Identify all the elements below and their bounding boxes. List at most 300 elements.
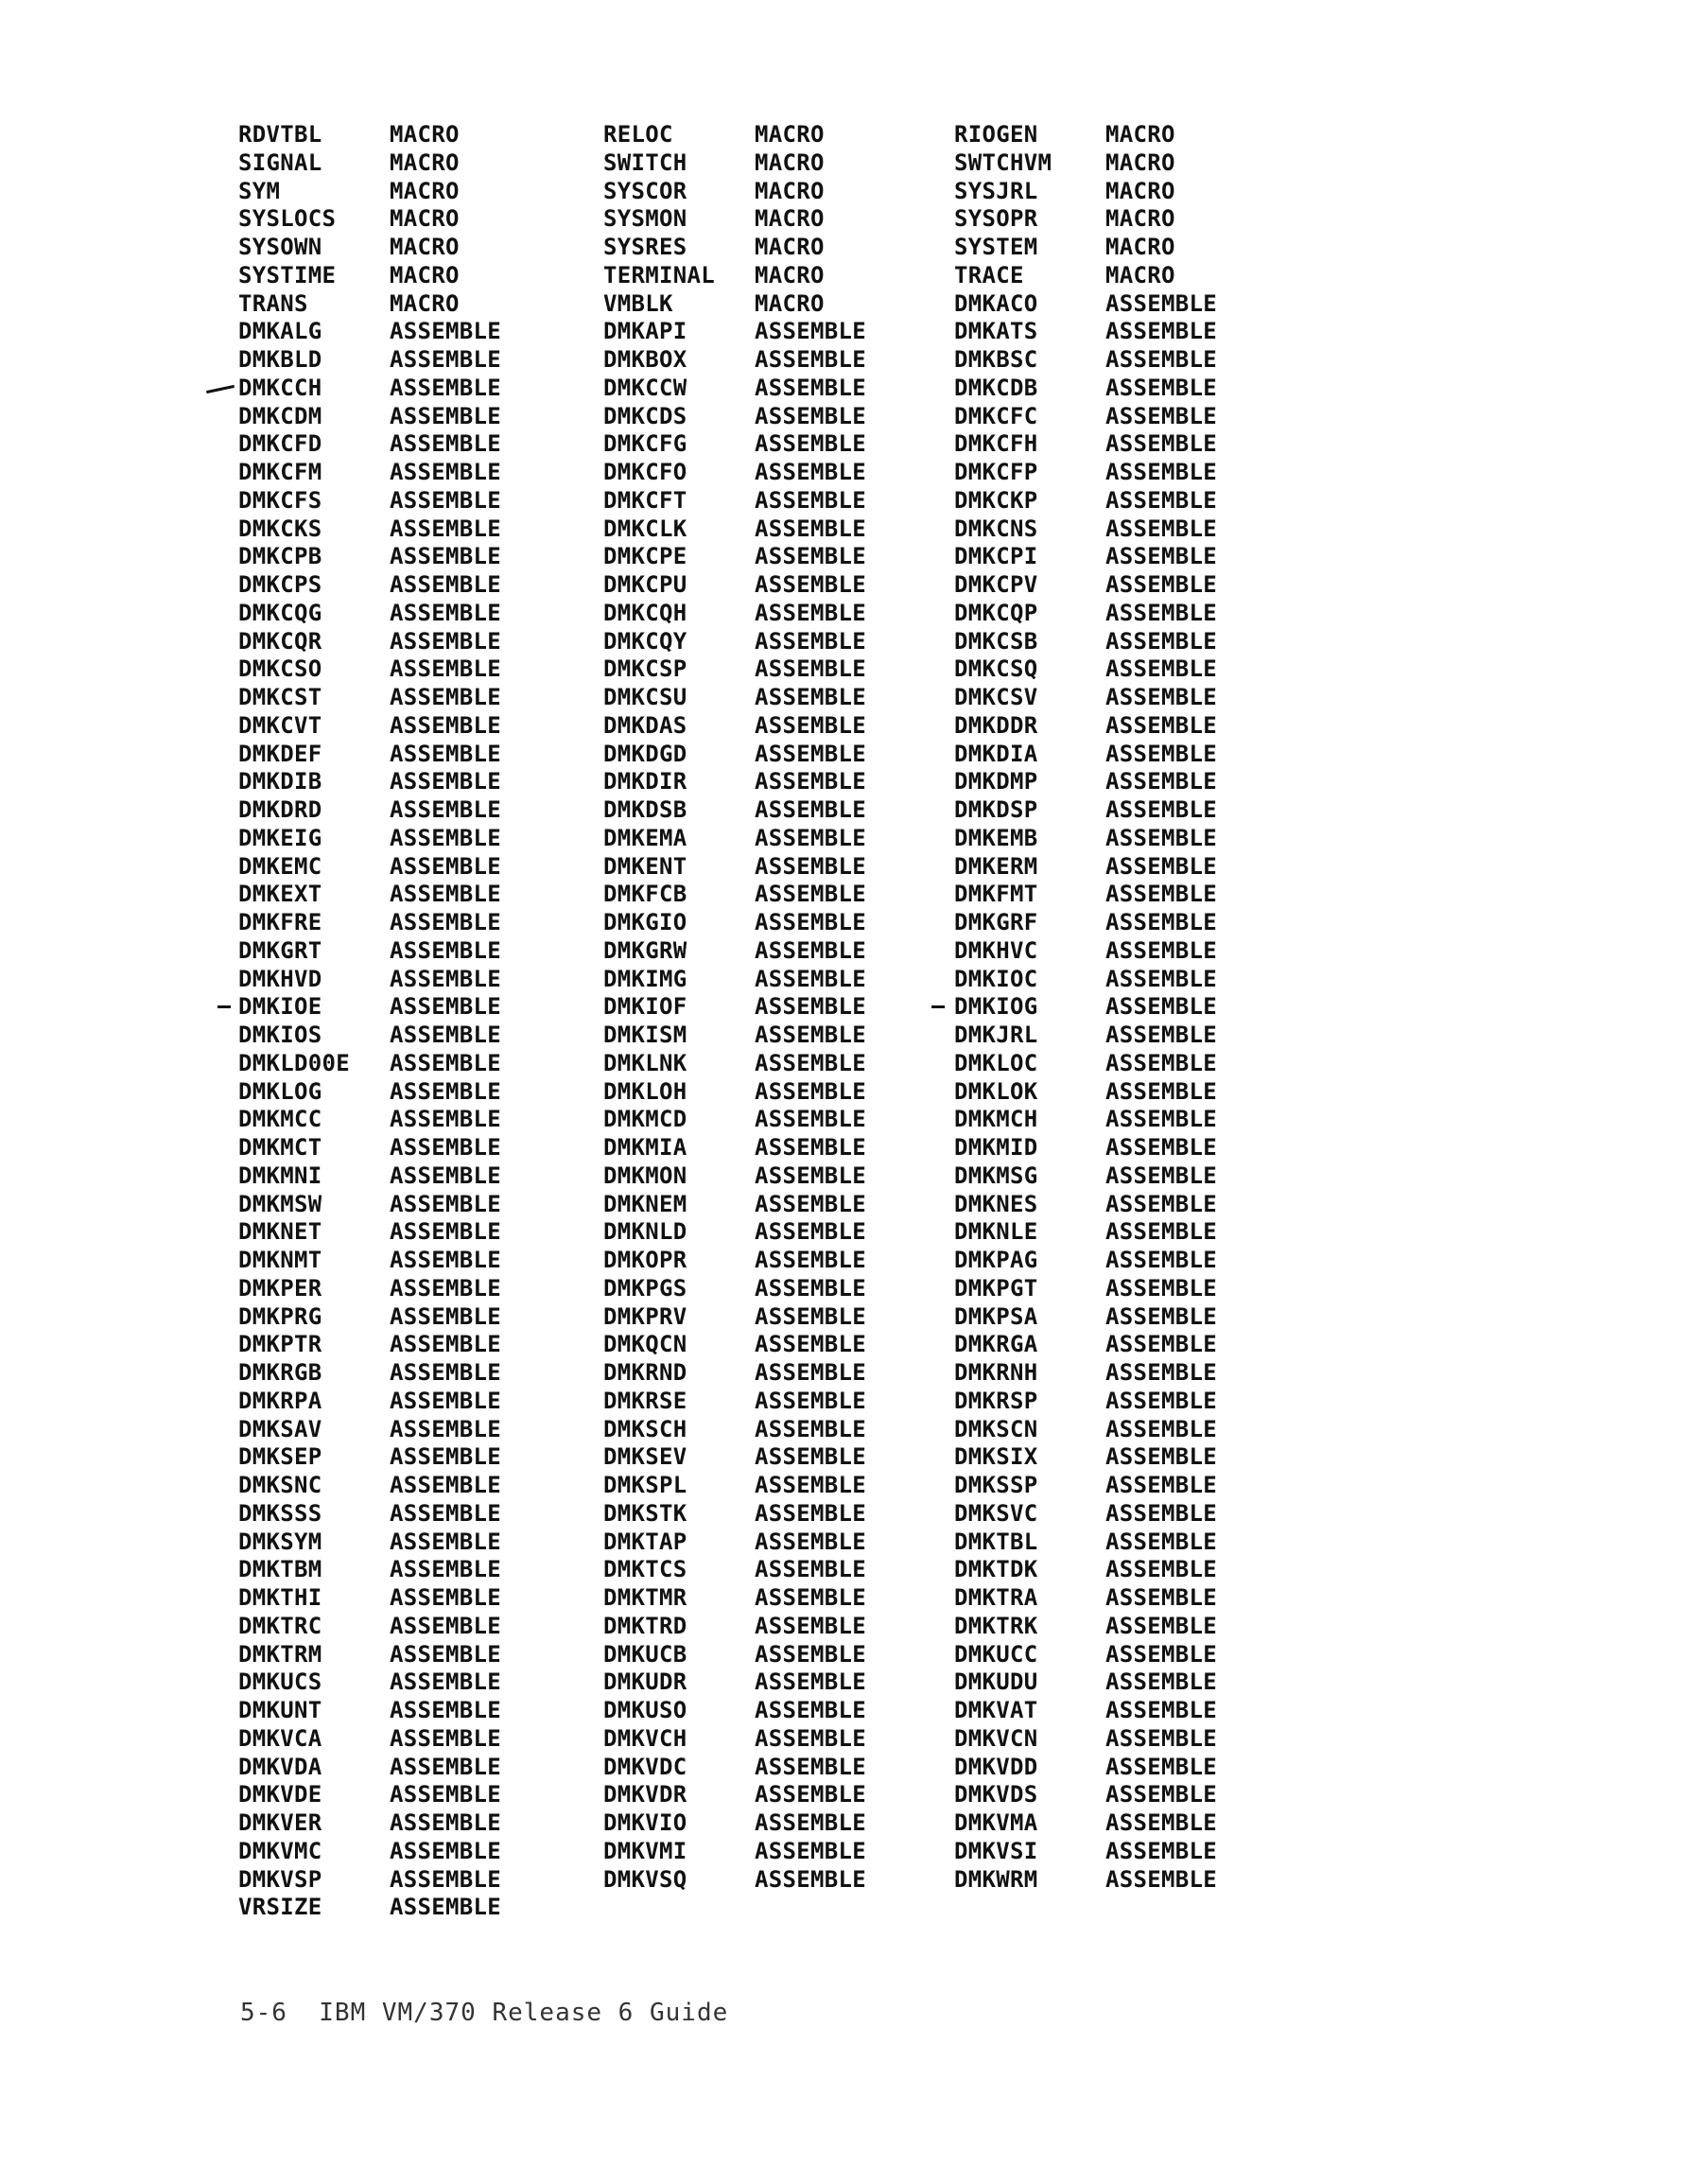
module-name: DMKTHI	[238, 1584, 322, 1611]
module-type: ASSEMBLE	[755, 1443, 866, 1471]
module-type	[755, 1894, 954, 1922]
module-type: MACRO	[1105, 149, 1175, 176]
module-name: DMKTDK	[954, 1556, 1038, 1583]
module-name: DMKOPR	[603, 1247, 687, 1273]
module-type: ASSEMBLE	[755, 1865, 866, 1893]
module-name: DMKRGA	[954, 1331, 1038, 1358]
module-name: DMKDSP	[954, 796, 1038, 823]
module-type: ASSEMBLE	[755, 1669, 866, 1696]
module-type: ASSEMBLE	[755, 1162, 866, 1189]
module-type: ASSEMBLE	[755, 1472, 866, 1498]
module-type: ASSEMBLE	[1105, 1077, 1217, 1105]
module-type: ASSEMBLE	[390, 852, 501, 880]
module-type: ASSEMBLE	[1105, 1528, 1217, 1555]
module-name: DMKSIX	[954, 1443, 1038, 1471]
module-type: ASSEMBLE	[390, 1077, 501, 1105]
module-name: TRANS	[238, 289, 308, 317]
module-name: DMKDIR	[603, 768, 687, 795]
module-name: DMKIOS	[238, 1022, 322, 1048]
module-name: DMKMCT	[238, 1134, 322, 1161]
module-name: DMKEMB	[954, 824, 1038, 851]
module-type: ASSEMBLE	[755, 1612, 866, 1639]
module-type: ASSEMBLE	[755, 1781, 866, 1808]
module-name: DMKVDS	[954, 1781, 1038, 1808]
module-type: ASSEMBLE	[755, 1809, 866, 1836]
module-type: ASSEMBLE	[390, 1697, 501, 1723]
module-type: ASSEMBLE	[390, 1865, 501, 1893]
module-type: ASSEMBLE	[1105, 1387, 1217, 1414]
module-type: ASSEMBLE	[390, 1302, 501, 1330]
module-type: MACRO	[755, 149, 825, 176]
module-name: DMKCFP	[954, 459, 1038, 485]
module-type: MACRO	[390, 205, 460, 233]
module-type: ASSEMBLE	[390, 1134, 501, 1161]
module-name: DMKMSW	[238, 1190, 322, 1217]
module-name: DMKCFM	[238, 459, 322, 485]
module-name: DMKIOE	[238, 993, 322, 1021]
module-name: SYSTIME	[238, 261, 337, 288]
module-name: DMKACO	[954, 289, 1038, 317]
module-name: DMKTCS	[603, 1556, 687, 1583]
module-type: MACRO	[1105, 261, 1175, 288]
module-type: ASSEMBLE	[755, 318, 866, 345]
module-name: DMKCFG	[603, 430, 687, 458]
module-type: ASSEMBLE	[390, 796, 501, 823]
module-name: RELOC	[603, 121, 673, 148]
module-type: ASSEMBLE	[390, 486, 501, 514]
module-type: ASSEMBLE	[390, 1669, 501, 1696]
module-type: ASSEMBLE	[1105, 881, 1217, 908]
module-type: ASSEMBLE	[1105, 1556, 1217, 1583]
module-name: DMKLNK	[603, 1049, 687, 1076]
module-name: DMKGIO	[603, 909, 687, 935]
module-name: DMKIMG	[603, 965, 687, 992]
module-name: DMKUDR	[603, 1669, 687, 1696]
module-name: DMKTRA	[954, 1584, 1038, 1611]
module-name: SYSLOCS	[238, 205, 337, 233]
module-name: DMKPRV	[603, 1302, 687, 1330]
module-name: DMKFRE	[238, 909, 322, 935]
module-name: DMKRNH	[954, 1359, 1038, 1386]
module-name: DMKCSV	[954, 684, 1038, 710]
module-name: DMKCDB	[954, 374, 1038, 401]
module-type: ASSEMBLE	[1105, 684, 1217, 710]
module-type: ASSEMBLE	[390, 1218, 501, 1246]
module-name: SYSJRL	[954, 177, 1038, 204]
module-type: ASSEMBLE	[1105, 374, 1217, 401]
module-name: DMKDIA	[954, 740, 1038, 767]
module-name: DMKCQG	[238, 599, 322, 626]
module-type: ASSEMBLE	[755, 1528, 866, 1555]
module-type: ASSEMBLE	[755, 965, 866, 992]
module-name: DMKUCB	[603, 1640, 687, 1668]
module-name: DMKTMR	[603, 1584, 687, 1611]
module-name: DMKALG	[238, 318, 322, 345]
module-name: DMKSSS	[238, 1499, 322, 1527]
module-name: DMKBOX	[603, 346, 687, 373]
module-name: DMKRPA	[238, 1387, 322, 1414]
module-name: SWITCH	[603, 149, 687, 176]
module-name: DMKNMT	[238, 1247, 322, 1273]
module-type: ASSEMBLE	[390, 965, 501, 992]
module-name: DMKSEP	[238, 1443, 322, 1471]
module-name: DMKTAP	[603, 1528, 687, 1555]
module-name: DMKMIA	[603, 1134, 687, 1161]
module-name: DMKCSO	[238, 655, 322, 683]
module-name: DMKCFC	[954, 402, 1038, 429]
module-name: SYSTEM	[954, 234, 1038, 260]
module-type: ASSEMBLE	[1105, 1809, 1217, 1836]
module-name: DMKTRC	[238, 1612, 322, 1639]
module-name: DMKCQY	[603, 627, 687, 655]
module-type: ASSEMBLE	[390, 1724, 501, 1752]
module-name: DMKPAG	[954, 1247, 1038, 1273]
module-type: ASSEMBLE	[1105, 1865, 1217, 1893]
module-name: DMKMID	[954, 1134, 1038, 1161]
module-type: ASSEMBLE	[390, 1274, 501, 1302]
module-type: ASSEMBLE	[755, 1415, 866, 1442]
module-name: RDVTBL	[238, 121, 322, 148]
module-name: DMKCSQ	[954, 655, 1038, 683]
module-type: ASSEMBLE	[390, 1049, 501, 1076]
module-type: ASSEMBLE	[755, 571, 866, 598]
module-type: MACRO	[390, 149, 460, 176]
module-type: ASSEMBLE	[390, 768, 501, 795]
module-type: MACRO	[1105, 205, 1175, 233]
module-name: DMKSYM	[238, 1528, 322, 1555]
module-type: ASSEMBLE	[390, 1022, 501, 1048]
module-name: DMKGRT	[238, 936, 322, 964]
module-name: DMKVSP	[238, 1865, 322, 1893]
module-type: ASSEMBLE	[755, 1022, 866, 1048]
module-type: ASSEMBLE	[1105, 1022, 1217, 1048]
module-type: ASSEMBLE	[1105, 402, 1217, 429]
module-name: SYSOWN	[238, 234, 322, 260]
module-type: ASSEMBLE	[1105, 1612, 1217, 1639]
module-name: DMKUSO	[603, 1697, 687, 1723]
module-name: DMKGRW	[603, 936, 687, 964]
module-type: MACRO	[755, 234, 825, 260]
module-listing	[238, 121, 1278, 1922]
module-name: DMKNEM	[603, 1190, 687, 1217]
module-type: ASSEMBLE	[755, 881, 866, 908]
module-name: DMKRGB	[238, 1359, 322, 1386]
module-name: DMKCFD	[238, 430, 322, 458]
module-name: SWTCHVM	[954, 149, 1052, 176]
module-type: ASSEMBLE	[1105, 993, 1217, 1021]
module-type: ASSEMBLE	[1105, 486, 1217, 514]
module-name: DMKDEF	[238, 740, 322, 767]
module-type: ASSEMBLE	[390, 1387, 501, 1414]
module-type: ASSEMBLE	[390, 655, 501, 683]
module-type: MACRO	[1105, 177, 1175, 204]
module-name: DMKMCC	[238, 1106, 322, 1133]
module-type: ASSEMBLE	[755, 936, 866, 964]
module-type: ASSEMBLE	[390, 430, 501, 458]
module-name: DMKCNS	[954, 515, 1038, 542]
module-name: DMKTRM	[238, 1640, 322, 1668]
module-type: ASSEMBLE	[390, 627, 501, 655]
module-type: ASSEMBLE	[1105, 1724, 1217, 1752]
page-footer: 5-6 IBM VM/370 Release 6 Guide	[240, 1999, 729, 2027]
module-type: ASSEMBLE	[1105, 1697, 1217, 1723]
module-type: ASSEMBLE	[390, 1106, 501, 1133]
module-name: DMKIOC	[954, 965, 1038, 992]
module-type: MACRO	[755, 177, 825, 204]
module-type: ASSEMBLE	[755, 430, 866, 458]
module-type: ASSEMBLE	[755, 852, 866, 880]
module-type: ASSEMBLE	[1105, 1218, 1217, 1246]
module-name: DMKLOG	[238, 1077, 322, 1105]
module-name: SYSRES	[603, 234, 687, 260]
module-type: ASSEMBLE	[1105, 1359, 1217, 1386]
module-name: TRACE	[954, 261, 1024, 288]
module-type: ASSEMBLE	[1105, 1640, 1217, 1668]
module-name: DMKVDD	[954, 1753, 1038, 1780]
module-name: DMKTRD	[603, 1612, 687, 1639]
module-type: ASSEMBLE	[755, 402, 866, 429]
module-name: DMKCKS	[238, 515, 322, 542]
module-type: ASSEMBLE	[1105, 1134, 1217, 1161]
module-name: DMKCCH	[238, 374, 322, 401]
module-name: DMKIOF	[603, 993, 687, 1021]
module-type: ASSEMBLE	[1105, 1584, 1217, 1611]
module-name: DMKQCN	[603, 1331, 687, 1358]
module-name: DMKVDR	[603, 1781, 687, 1808]
module-name: DMKNLE	[954, 1218, 1038, 1246]
module-name: DMKCSU	[603, 684, 687, 710]
module-type: ASSEMBLE	[1105, 430, 1217, 458]
module-name: DMKCPS	[238, 571, 322, 598]
module-name: SYSOPR	[954, 205, 1038, 233]
module-name: DMKCDS	[603, 402, 687, 429]
module-name: DMKCFH	[954, 430, 1038, 458]
module-type: ASSEMBLE	[1105, 936, 1217, 964]
module-type: ASSEMBLE	[755, 1697, 866, 1723]
module-name: SYSCOR	[603, 177, 687, 204]
module-type: ASSEMBLE	[1105, 1472, 1217, 1498]
module-name: RIOGEN	[954, 121, 1038, 148]
module-name: DMKSEV	[603, 1443, 687, 1471]
module-name: DMKLOK	[954, 1077, 1038, 1105]
module-name: DMKISM	[603, 1022, 687, 1048]
module-name: DMKCSB	[954, 627, 1038, 655]
module-type: ASSEMBLE	[390, 515, 501, 542]
module-name: DMKCPU	[603, 571, 687, 598]
module-name: DMKDDR	[954, 711, 1038, 739]
module-name: DMKPER	[238, 1274, 322, 1302]
module-name: VMBLK	[603, 289, 673, 317]
module-name: DMKDMP	[954, 768, 1038, 795]
change-bar	[217, 1005, 231, 1008]
module-type: ASSEMBLE	[1105, 965, 1217, 992]
module-type: ASSEMBLE	[755, 1724, 866, 1752]
module-type: MACRO	[755, 205, 825, 233]
module-type: ASSEMBLE	[1105, 909, 1217, 935]
module-type: ASSEMBLE	[755, 909, 866, 935]
module-name: DMKCPB	[238, 543, 322, 570]
module-type: ASSEMBLE	[755, 1837, 866, 1864]
module-name: DMKVMA	[954, 1809, 1038, 1836]
module-name: DMKEMA	[603, 824, 687, 851]
module-type: MACRO	[390, 234, 460, 260]
module-type: ASSEMBLE	[390, 1837, 501, 1864]
module-name: DMKMCD	[603, 1106, 687, 1133]
module-type: ASSEMBLE	[390, 1528, 501, 1555]
module-name: DMKTBM	[238, 1556, 322, 1583]
module-type: ASSEMBLE	[755, 655, 866, 683]
module-type: ASSEMBLE	[1105, 1499, 1217, 1527]
module-type: ASSEMBLE	[390, 571, 501, 598]
module-type: ASSEMBLE	[1105, 1302, 1217, 1330]
module-type: ASSEMBLE	[755, 1331, 866, 1358]
module-name: DMKRSP	[954, 1387, 1038, 1414]
module-name: DMKSNC	[238, 1472, 322, 1498]
module-type: ASSEMBLE	[1105, 1049, 1217, 1076]
module-name: DMKNLD	[603, 1218, 687, 1246]
module-name: DMKCPI	[954, 543, 1038, 570]
module-name: DMKHVD	[238, 965, 322, 992]
module-name: DMKRSE	[603, 1387, 687, 1414]
module-name: DMKLOC	[954, 1049, 1038, 1076]
module-type: ASSEMBLE	[390, 684, 501, 710]
module-type: ASSEMBLE	[755, 1077, 866, 1105]
module-type: ASSEMBLE	[755, 346, 866, 373]
module-type: ASSEMBLE	[1105, 1753, 1217, 1780]
module-type: ASSEMBLE	[390, 1331, 501, 1358]
module-type: MACRO	[755, 121, 825, 148]
module-type: ASSEMBLE	[1105, 852, 1217, 880]
module-name: DMKVMI	[603, 1837, 687, 1864]
module-name: DMKEMC	[238, 852, 322, 880]
module-name: DMKCCW	[603, 374, 687, 401]
module-type: ASSEMBLE	[755, 1274, 866, 1302]
module-type: ASSEMBLE	[1105, 1669, 1217, 1696]
module-name: DMKBSC	[954, 346, 1038, 373]
module-type: ASSEMBLE	[755, 486, 866, 514]
module-name: DMKVCH	[603, 1724, 687, 1752]
module-name: DMKVDA	[238, 1753, 322, 1780]
module-type: ASSEMBLE	[390, 1894, 501, 1921]
module-type: MACRO	[390, 261, 460, 288]
module-type: ASSEMBLE	[1105, 796, 1217, 823]
module-type: ASSEMBLE	[390, 711, 501, 739]
module-type: ASSEMBLE	[1105, 571, 1217, 598]
module-type: ASSEMBLE	[755, 1753, 866, 1780]
module-type: ASSEMBLE	[1105, 824, 1217, 851]
module-name: DMKEXT	[238, 881, 322, 908]
module-type: MACRO	[390, 289, 460, 317]
module-name: DMKUCS	[238, 1669, 322, 1696]
module-type: ASSEMBLE	[390, 318, 501, 345]
module-name: DMKTRK	[954, 1612, 1038, 1639]
module-name: DMKCQP	[954, 599, 1038, 626]
module-type: ASSEMBLE	[390, 1162, 501, 1189]
module-name: DMKDAS	[603, 711, 687, 739]
module-type: ASSEMBLE	[755, 740, 866, 767]
module-name: DMKCFS	[238, 486, 322, 514]
module-name: DMKNET	[238, 1218, 322, 1246]
module-type: ASSEMBLE	[390, 824, 501, 851]
module-name: DMKCST	[238, 684, 322, 710]
module-name: DMKVCA	[238, 1724, 322, 1752]
module-type: ASSEMBLE	[1105, 1274, 1217, 1302]
change-bar	[206, 385, 235, 393]
module-name: DMKFMT	[954, 881, 1038, 908]
module-name: DMKCQR	[238, 627, 322, 655]
module-name: DMKUDU	[954, 1669, 1038, 1696]
module-type: ASSEMBLE	[390, 459, 501, 485]
module-type: ASSEMBLE	[755, 796, 866, 823]
change-bar	[931, 1005, 945, 1008]
module-name: DMKVDE	[238, 1781, 322, 1808]
module-name: DMKDSB	[603, 796, 687, 823]
module-name: DMKMSG	[954, 1162, 1038, 1189]
module-name: DMKSTK	[603, 1499, 687, 1527]
module-type: ASSEMBLE	[390, 909, 501, 935]
module-name: DMKVER	[238, 1809, 322, 1836]
module-type: ASSEMBLE	[755, 1218, 866, 1246]
module-type: ASSEMBLE	[755, 1556, 866, 1583]
module-name: DMKVAT	[954, 1697, 1038, 1723]
module-type: MACRO	[1105, 121, 1175, 148]
module-type: ASSEMBLE	[390, 1359, 501, 1386]
module-type: ASSEMBLE	[390, 1247, 501, 1273]
module-type: MACRO	[755, 261, 825, 288]
module-type: ASSEMBLE	[1105, 711, 1217, 739]
module-name	[603, 1894, 755, 1922]
module-type: ASSEMBLE	[1105, 1837, 1217, 1864]
module-type: ASSEMBLE	[755, 1359, 866, 1386]
module-type: ASSEMBLE	[390, 1809, 501, 1836]
module-type: ASSEMBLE	[390, 740, 501, 767]
module-type: ASSEMBLE	[1105, 768, 1217, 795]
module-type: MACRO	[1105, 234, 1175, 260]
module-type: MACRO	[755, 289, 825, 317]
module-name: VRSIZE	[238, 1894, 322, 1921]
module-name: DMKWRM	[954, 1865, 1038, 1893]
module-name: SYSMON	[603, 205, 687, 233]
module-type: ASSEMBLE	[755, 1049, 866, 1076]
module-type: ASSEMBLE	[390, 993, 501, 1021]
module-name: DMKERM	[954, 852, 1038, 880]
module-name: DMKEIG	[238, 824, 322, 851]
module-name: DMKCLK	[603, 515, 687, 542]
module-type: ASSEMBLE	[755, 1499, 866, 1527]
module-type: ASSEMBLE	[1105, 459, 1217, 485]
module-name: DMKSVC	[954, 1499, 1038, 1527]
module-type: ASSEMBLE	[1105, 655, 1217, 683]
module-type: ASSEMBLE	[390, 1753, 501, 1780]
module-type: ASSEMBLE	[1105, 1106, 1217, 1133]
module-name: DMKMON	[603, 1162, 687, 1189]
module-name: DMKPTR	[238, 1331, 322, 1358]
module-type: ASSEMBLE	[1105, 1415, 1217, 1442]
module-name: DMKVIO	[603, 1809, 687, 1836]
module-type: ASSEMBLE	[390, 374, 501, 401]
module-type: ASSEMBLE	[755, 1640, 866, 1668]
module-type: ASSEMBLE	[755, 768, 866, 795]
module-type: ASSEMBLE	[390, 1781, 501, 1808]
module-name: DMKPRG	[238, 1302, 322, 1330]
module-type: ASSEMBLE	[390, 1472, 501, 1498]
module-type: ASSEMBLE	[1105, 627, 1217, 655]
module-type: ASSEMBLE	[755, 543, 866, 570]
module-type: ASSEMBLE	[1105, 1162, 1217, 1189]
module-type: ASSEMBLE	[390, 881, 501, 908]
module-type: ASSEMBLE	[755, 1106, 866, 1133]
module-name: DMKATS	[954, 318, 1038, 345]
